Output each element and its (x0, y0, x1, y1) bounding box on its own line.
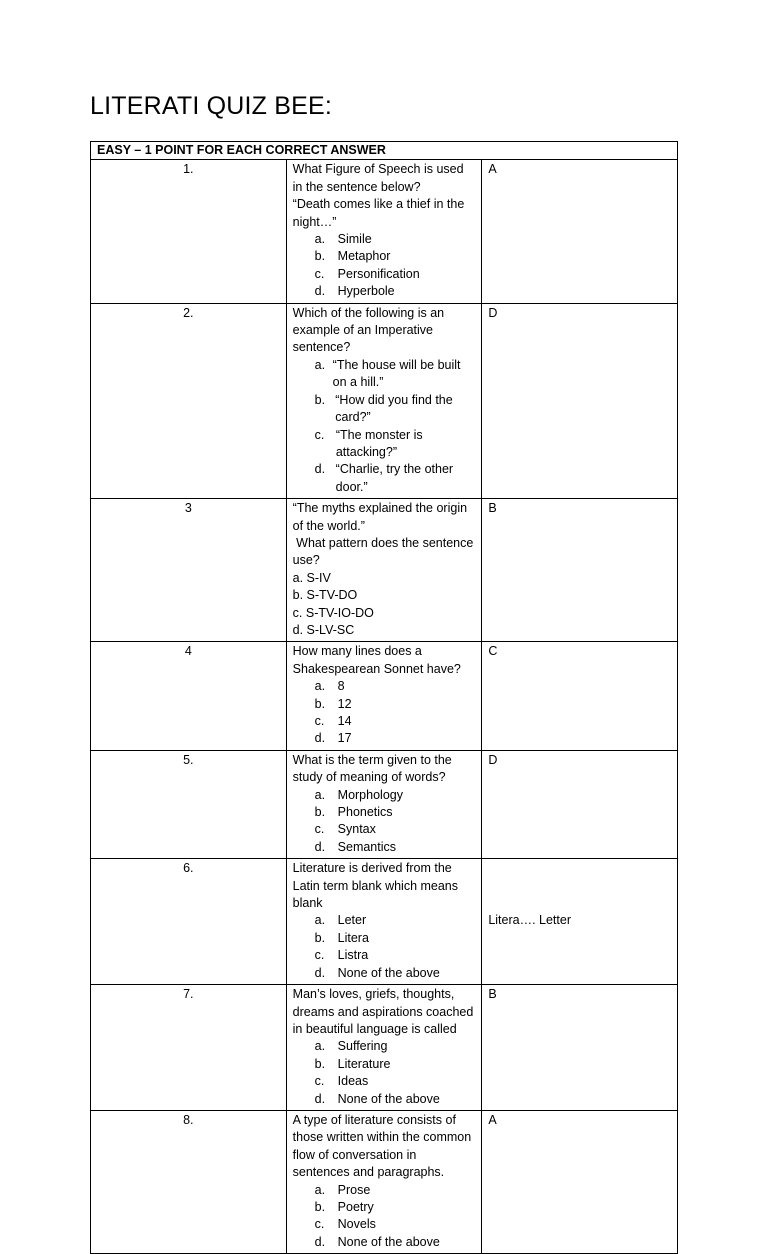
question-number: 3 (91, 499, 287, 642)
question-text: What Figure of Speech is used in the sentence below? (292, 162, 468, 194)
option-text: Phonetics (337, 805, 393, 820)
option-letter: c. (314, 1074, 325, 1089)
question-text: “Death comes like a thief in the night…” (292, 197, 468, 229)
option-item (293, 392, 476, 427)
option-text: 8 (337, 679, 345, 694)
page-title: LITERATI QUIZ BEE: (90, 92, 333, 120)
question-cell (286, 303, 482, 498)
option-text: None of the above (337, 1234, 440, 1249)
option-item (293, 947, 476, 964)
section-header: EASY – 1 POINT FOR EACH CORRECT ANSWER (91, 142, 678, 160)
option-item (293, 696, 476, 713)
question-cell (286, 160, 482, 303)
question-row (91, 499, 678, 642)
option-letter: c. (314, 266, 325, 281)
option-letter: a. (314, 679, 326, 694)
option-item (293, 1199, 476, 1216)
options-list (293, 678, 476, 748)
question-text: Literature is derived from the Latin term blank which means blank (292, 861, 462, 911)
question-text: A type of literature consists of those written within the common flow of conversation in sentences and paragraphs. (292, 1112, 475, 1180)
option-item (293, 1073, 476, 1090)
option-text: Simile (337, 232, 372, 247)
option-text: Metaphor (337, 249, 391, 264)
question-number: 8. (91, 1110, 287, 1253)
question-row (91, 859, 678, 985)
option-letter: c. (314, 427, 325, 442)
option-item (293, 1234, 476, 1251)
option-letter: d. (314, 839, 326, 854)
option-text: Syntax (337, 822, 376, 837)
option-letter: a. (314, 787, 326, 802)
question-text: Man’s loves, griefs, thoughts, dreams and aspirations coached in beautiful language is called (292, 987, 477, 1036)
option-letter: c. (314, 714, 325, 728)
option-text: 12 (337, 696, 352, 711)
question-text: a. S-IV (292, 570, 331, 585)
question-cell (286, 985, 482, 1111)
question-cell (286, 1110, 482, 1253)
question-cell (286, 859, 482, 985)
option-letter: b. (314, 249, 326, 264)
option-item (293, 912, 476, 929)
question-row (91, 1110, 678, 1253)
question-cell (286, 642, 482, 750)
option-letter: d. (314, 1234, 326, 1249)
option-text: Personification (337, 266, 420, 281)
question-row (91, 750, 678, 858)
option-letter: a. (314, 357, 326, 372)
question-text: Which of the following is an example of an Imperative sentence? (292, 305, 448, 355)
option-text: 14 (337, 714, 352, 728)
option-item (293, 678, 476, 695)
option-text: Leter (337, 913, 367, 928)
option-item (293, 713, 476, 730)
option-text: “The monster is attacking?” (335, 427, 423, 459)
answer-cell: B (482, 499, 678, 642)
options-list (293, 1038, 476, 1108)
option-text: Poetry (337, 1199, 374, 1214)
option-text: 17 (337, 731, 352, 746)
question-number: 4 (91, 642, 287, 750)
options-list (293, 912, 476, 982)
question-number: 5. (91, 750, 287, 858)
option-text: “How did you find the card?” (335, 392, 453, 425)
question-number: 2. (91, 303, 287, 498)
option-text: “The house will be built on a hill.” (332, 357, 461, 390)
option-item (293, 283, 476, 300)
option-text: Literature (337, 1056, 391, 1071)
answer-cell: D (482, 750, 678, 858)
option-letter: d. (314, 965, 326, 980)
option-text: Suffering (337, 1039, 388, 1054)
question-row (91, 642, 678, 750)
option-item (293, 787, 476, 804)
answer-cell: Litera…. Letter (482, 859, 678, 985)
option-item (293, 1056, 476, 1073)
answer-cell: D (482, 303, 678, 498)
option-text: Litera (337, 930, 369, 945)
option-item (293, 357, 476, 392)
option-text: Prose (337, 1182, 371, 1197)
option-text: Morphology (337, 787, 403, 802)
option-letter: c. (314, 1217, 325, 1232)
options-list (293, 357, 476, 496)
option-item (293, 730, 476, 747)
option-item (293, 1038, 476, 1055)
option-letter: b. (314, 696, 326, 711)
option-item (293, 1091, 476, 1108)
option-item (293, 1182, 476, 1199)
answer-cell: A (482, 160, 678, 303)
option-item (293, 804, 476, 821)
option-letter: a. (314, 913, 326, 928)
option-item (293, 427, 476, 462)
question-text: What is the term given to the study of meaning of words? (292, 752, 456, 785)
option-item (293, 248, 476, 265)
option-letter: c. (314, 822, 325, 837)
answer-cell: C (482, 642, 678, 750)
option-letter: a. (314, 232, 326, 247)
option-letter: a. (314, 1039, 326, 1054)
options-list (293, 787, 476, 857)
option-text: Listra (337, 948, 369, 963)
answer-cell: A (482, 1110, 678, 1253)
answer-cell: B (482, 985, 678, 1111)
options-list (293, 1182, 476, 1252)
option-item (293, 930, 476, 947)
option-item (293, 839, 476, 856)
option-letter: c. (314, 948, 325, 963)
option-text: Semantics (337, 839, 397, 854)
question-text: b. S-TV-DO (292, 588, 358, 603)
option-text: Ideas (337, 1074, 369, 1089)
option-letter: b. (314, 1199, 326, 1214)
option-text: None of the above (337, 1091, 440, 1106)
option-letter: d. (314, 284, 326, 299)
question-text: d. S-LV-SC (292, 622, 355, 637)
option-item (293, 231, 476, 248)
question-text: What pattern does the sentence use? (292, 535, 477, 568)
option-item (293, 821, 476, 838)
option-item (293, 965, 476, 982)
section-header-row (91, 142, 678, 160)
option-text: Hyperbole (337, 284, 395, 299)
option-letter: b. (314, 930, 326, 945)
option-item (293, 1216, 476, 1233)
option-letter: b. (314, 805, 326, 820)
option-letter: d. (314, 462, 326, 477)
question-cell (286, 750, 482, 858)
option-item (293, 266, 476, 283)
question-row (91, 160, 678, 303)
question-row (91, 985, 678, 1111)
option-item (293, 461, 476, 496)
question-text: How many lines does a Shakespearean Sonnet have? (292, 644, 461, 676)
quiz-table (90, 141, 678, 1254)
question-number: 1. (91, 160, 287, 303)
question-text: “The myths explained the origin of the world.” (292, 501, 471, 533)
question-text: c. S-TV-IO-DO (292, 605, 374, 620)
option-letter: b. (314, 1056, 326, 1071)
option-text: None of the above (337, 965, 440, 980)
question-number: 6. (91, 859, 287, 985)
options-list (293, 231, 476, 301)
option-letter: d. (314, 731, 326, 746)
question-cell (286, 499, 482, 642)
question-row (91, 303, 678, 498)
quiz-table-body (91, 142, 678, 1254)
option-text: Novels (337, 1217, 376, 1232)
option-letter: a. (314, 1182, 326, 1197)
question-number: 7. (91, 985, 287, 1111)
option-letter: b. (314, 392, 326, 407)
option-letter: d. (314, 1091, 326, 1106)
option-text: “Charlie, try the other door.” (335, 462, 454, 494)
